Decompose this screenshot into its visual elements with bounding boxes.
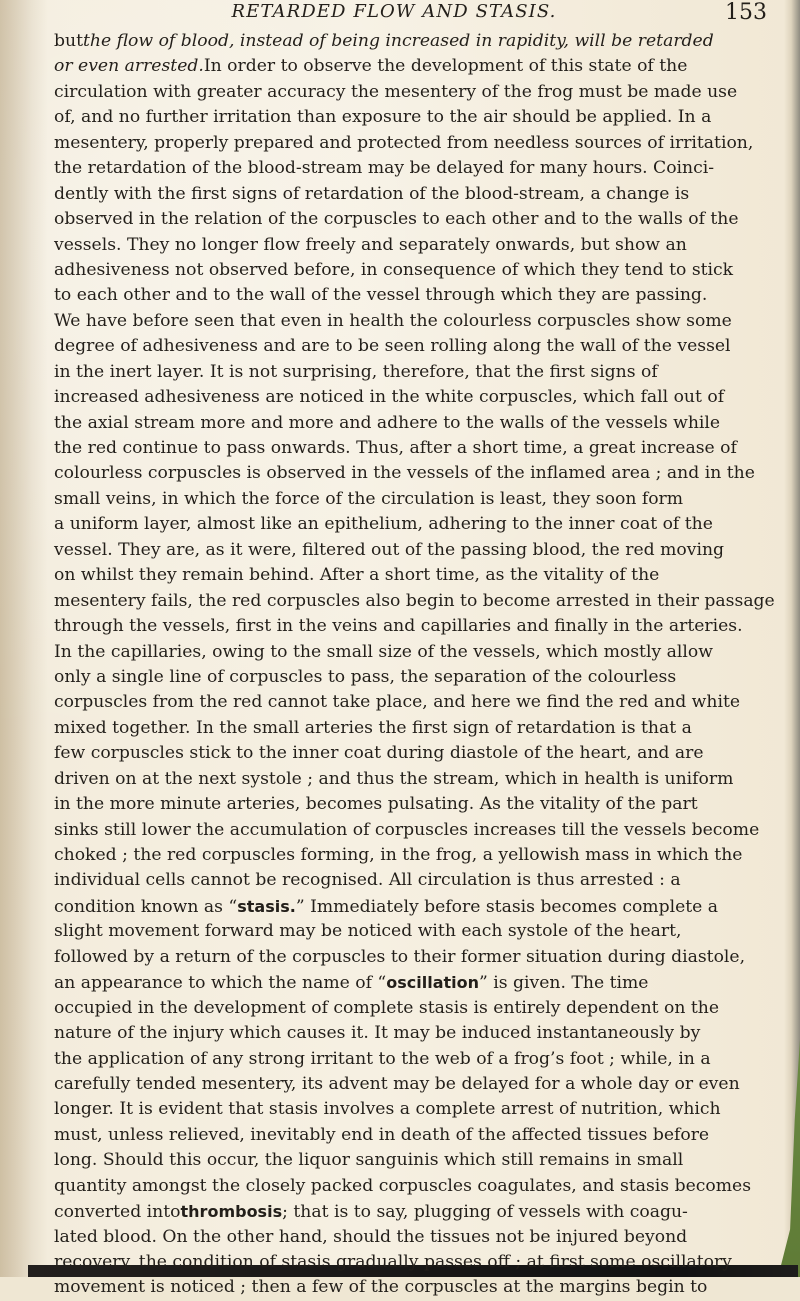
text-line xyxy=(54,996,772,1021)
text-run: choked ; the red corpuscles forming, in the frog, a yellowish mass in which the xyxy=(54,845,743,865)
text-line xyxy=(54,614,772,639)
text-line xyxy=(54,80,772,105)
text-line xyxy=(54,334,772,359)
text-line xyxy=(54,258,772,283)
text-line xyxy=(54,182,772,207)
text-line xyxy=(54,970,772,995)
bold-text-run: thrombosis xyxy=(180,1202,283,1222)
italic-text-run: or even arrested. xyxy=(54,56,204,77)
text-line xyxy=(54,843,772,868)
text-run: through the vessels, first in the veins and capillaries and finally in the arteries. xyxy=(54,616,743,637)
text-run: mixed together. In the small arteries the first sign of retardation is that a xyxy=(54,717,692,738)
text-line xyxy=(54,1250,772,1275)
text-line xyxy=(54,1275,772,1300)
text-run: quantity amongst the closely packed corpuscles coagulates, and stasis becomes xyxy=(54,1175,752,1196)
text-line xyxy=(54,818,772,843)
bold-text-run: stasis. xyxy=(237,896,296,916)
text-line xyxy=(54,411,772,436)
text-run: mesentery fails, the red corpuscles also begin to become arrested in their passage xyxy=(54,590,775,611)
text-run: nature of the injury which causes it. It may be induced instantaneously by xyxy=(54,1023,701,1044)
page-number: 153 xyxy=(725,0,767,25)
text-run: the application of any strong irritant to the web of a frog’s foot ; while, in a xyxy=(54,1048,711,1069)
text-line xyxy=(54,716,772,741)
text-line xyxy=(54,461,772,486)
text-run: We have before seen that even in health the colourless corpuscles show some xyxy=(54,310,732,331)
text-line xyxy=(54,640,772,665)
text-run: ; that is to say, plugging of vessels with coagu- xyxy=(282,1202,688,1223)
text-run: recovery, the condition of stasis gradually passes off ; at first some oscillatory xyxy=(54,1252,732,1272)
text-run: carefully tended mesentery, its advent may be delayed for a whole day or even xyxy=(54,1073,740,1094)
text-run: small veins, in which the force of the circulation is least, they soon form xyxy=(54,488,684,509)
text-run: occupied in the development of complete stasis is entirely dependent on the xyxy=(54,997,720,1018)
text-run: ” Immediately before stasis becomes complete a xyxy=(295,896,719,917)
text-line xyxy=(54,868,772,893)
text-line xyxy=(54,29,772,54)
text-run: adhesiveness not observed before, in consequence of which they tend to stick xyxy=(54,259,734,280)
text-run: to each other and to the wall of the vessel through which they are passing. xyxy=(54,285,708,306)
text-line xyxy=(54,131,772,156)
text-run: of, and no further irritation than exposure to the air should be applied. In a xyxy=(54,107,712,128)
text-run: vessels. They no longer flow freely and separately onwards, but show an xyxy=(54,234,687,255)
text-line xyxy=(54,156,772,181)
text-line xyxy=(54,360,772,385)
text-run: an appearance to which the name of “ xyxy=(54,973,387,994)
text-run: the retardation of the blood-stream may be delayed for many hours. Coinci- xyxy=(54,158,715,179)
text-run: sinks still lower the accumulation of corpuscles increases till the vessels become xyxy=(54,819,760,840)
text-run: individual cells cannot be recognised. All circulation is thus arrested : a xyxy=(54,870,681,891)
text-run: mesentery, properly prepared and protected from needless sources of irritation, xyxy=(54,132,754,153)
text-line xyxy=(54,487,772,512)
text-run: a uniform layer, almost like an epithelium, adhering to the inner coat of the xyxy=(54,514,713,535)
text-line xyxy=(54,207,772,232)
text-line xyxy=(54,54,772,79)
text-line xyxy=(54,1123,772,1148)
text-run: increased adhesiveness are noticed in the white corpuscles, which fall out of xyxy=(54,387,725,408)
text-run: lated blood. On the other hand, should the tissues not be injured beyond xyxy=(54,1226,688,1247)
text-run: must, unless relieved, inevitably end in death of the affected tissues before xyxy=(54,1124,710,1145)
text-line xyxy=(54,1225,772,1250)
text-run: ” is given. The time xyxy=(479,973,649,994)
bold-text-run: oscillation xyxy=(386,973,479,993)
text-run: circulation with greater accuracy the mesentery of the frog must be made use xyxy=(54,81,738,102)
text-run: movement is noticed ; then a few of the corpuscles at the margins begin to xyxy=(54,1277,708,1298)
text-line xyxy=(54,1047,772,1072)
text-line xyxy=(54,792,772,817)
text-line xyxy=(54,1148,772,1173)
text-line xyxy=(54,1199,772,1224)
text-run: the axial stream more and more and adhere to the walls of the vessels while xyxy=(54,412,721,433)
text-run: slight movement forward may be noticed with each systole of the heart, xyxy=(54,921,682,942)
text-run: in the more minute arteries, becomes pulsating. As the vitality of the part xyxy=(54,794,698,815)
text-line xyxy=(54,233,772,258)
text-run: dently with the first signs of retardation of the blood-stream, a change is xyxy=(54,183,690,204)
text-line xyxy=(54,538,772,563)
running-head-title: RETARDED FLOW AND STASIS. xyxy=(231,1,557,22)
text-run: longer. It is evident that stasis involves a complete arrest of nutrition, which xyxy=(54,1099,721,1120)
text-run: In the capillaries, owing to the small size of the vessels, which mostly allow xyxy=(54,641,713,662)
text-run: few corpuscles stick to the inner coat during diastole of the heart, and are xyxy=(54,743,704,764)
text-line xyxy=(54,1174,772,1199)
text-line xyxy=(54,105,772,130)
text-run: condition known as “ xyxy=(54,896,238,917)
text-run: driven on at the next systole ; and thus the stream, which in health is uniform xyxy=(54,768,734,789)
text-run: degree of adhesiveness and are to be seen rolling along the wall of the vessel xyxy=(54,336,731,357)
text-run: converted into xyxy=(54,1202,181,1223)
text-line xyxy=(54,1021,772,1046)
text-line xyxy=(54,436,772,461)
text-run: long. Should this occur, the liquor sanguinis which still remains in small xyxy=(54,1150,684,1171)
body-text xyxy=(54,29,775,1301)
text-line xyxy=(54,385,772,410)
text-line xyxy=(54,309,772,334)
text-line xyxy=(54,945,772,970)
text-run: followed by a return of the corpuscles to their former situation during diastole, xyxy=(54,946,746,967)
binding-shadow xyxy=(0,0,48,1277)
text-line xyxy=(54,690,772,715)
text-line xyxy=(54,1072,772,1097)
text-line xyxy=(54,1097,772,1122)
text-line xyxy=(54,589,775,614)
text-line xyxy=(54,563,772,588)
text-line xyxy=(54,741,772,766)
text-line xyxy=(54,767,772,792)
text-line xyxy=(54,894,772,919)
text-run: on whilst they remain behind. After a short time, as the vitality of the xyxy=(54,565,660,586)
text-run: corpuscles from the red cannot take place, and here we find the red and white xyxy=(54,692,741,713)
text-line xyxy=(54,283,772,308)
text-run: in the inert layer. It is not surprising, therefore, that the first signs of xyxy=(54,361,658,382)
text-run: only a single line of corpuscles to pass, the separation of the colourless xyxy=(54,666,677,687)
text-run: In order to observe the development of this state of the xyxy=(203,56,688,77)
italic-text-run: the flow of blood, instead of being increased in rapidity, will be retarded xyxy=(82,31,714,51)
text-line xyxy=(54,919,772,944)
text-line xyxy=(54,665,772,690)
text-run: colourless corpuscles is observed in the vessels of the inflamed area ; and in the xyxy=(54,463,755,484)
text-run: observed in the relation of the corpuscles to each other and to the walls of the xyxy=(54,209,739,230)
running-head xyxy=(0,1,800,27)
text-run: the red continue to pass onwards. Thus, after a short time, a great increase of xyxy=(54,438,737,458)
text-run: vessel. They are, as it were, filtered out of the passing blood, the red moving xyxy=(54,539,725,560)
text-line xyxy=(54,512,772,537)
text-run: but xyxy=(54,31,83,51)
